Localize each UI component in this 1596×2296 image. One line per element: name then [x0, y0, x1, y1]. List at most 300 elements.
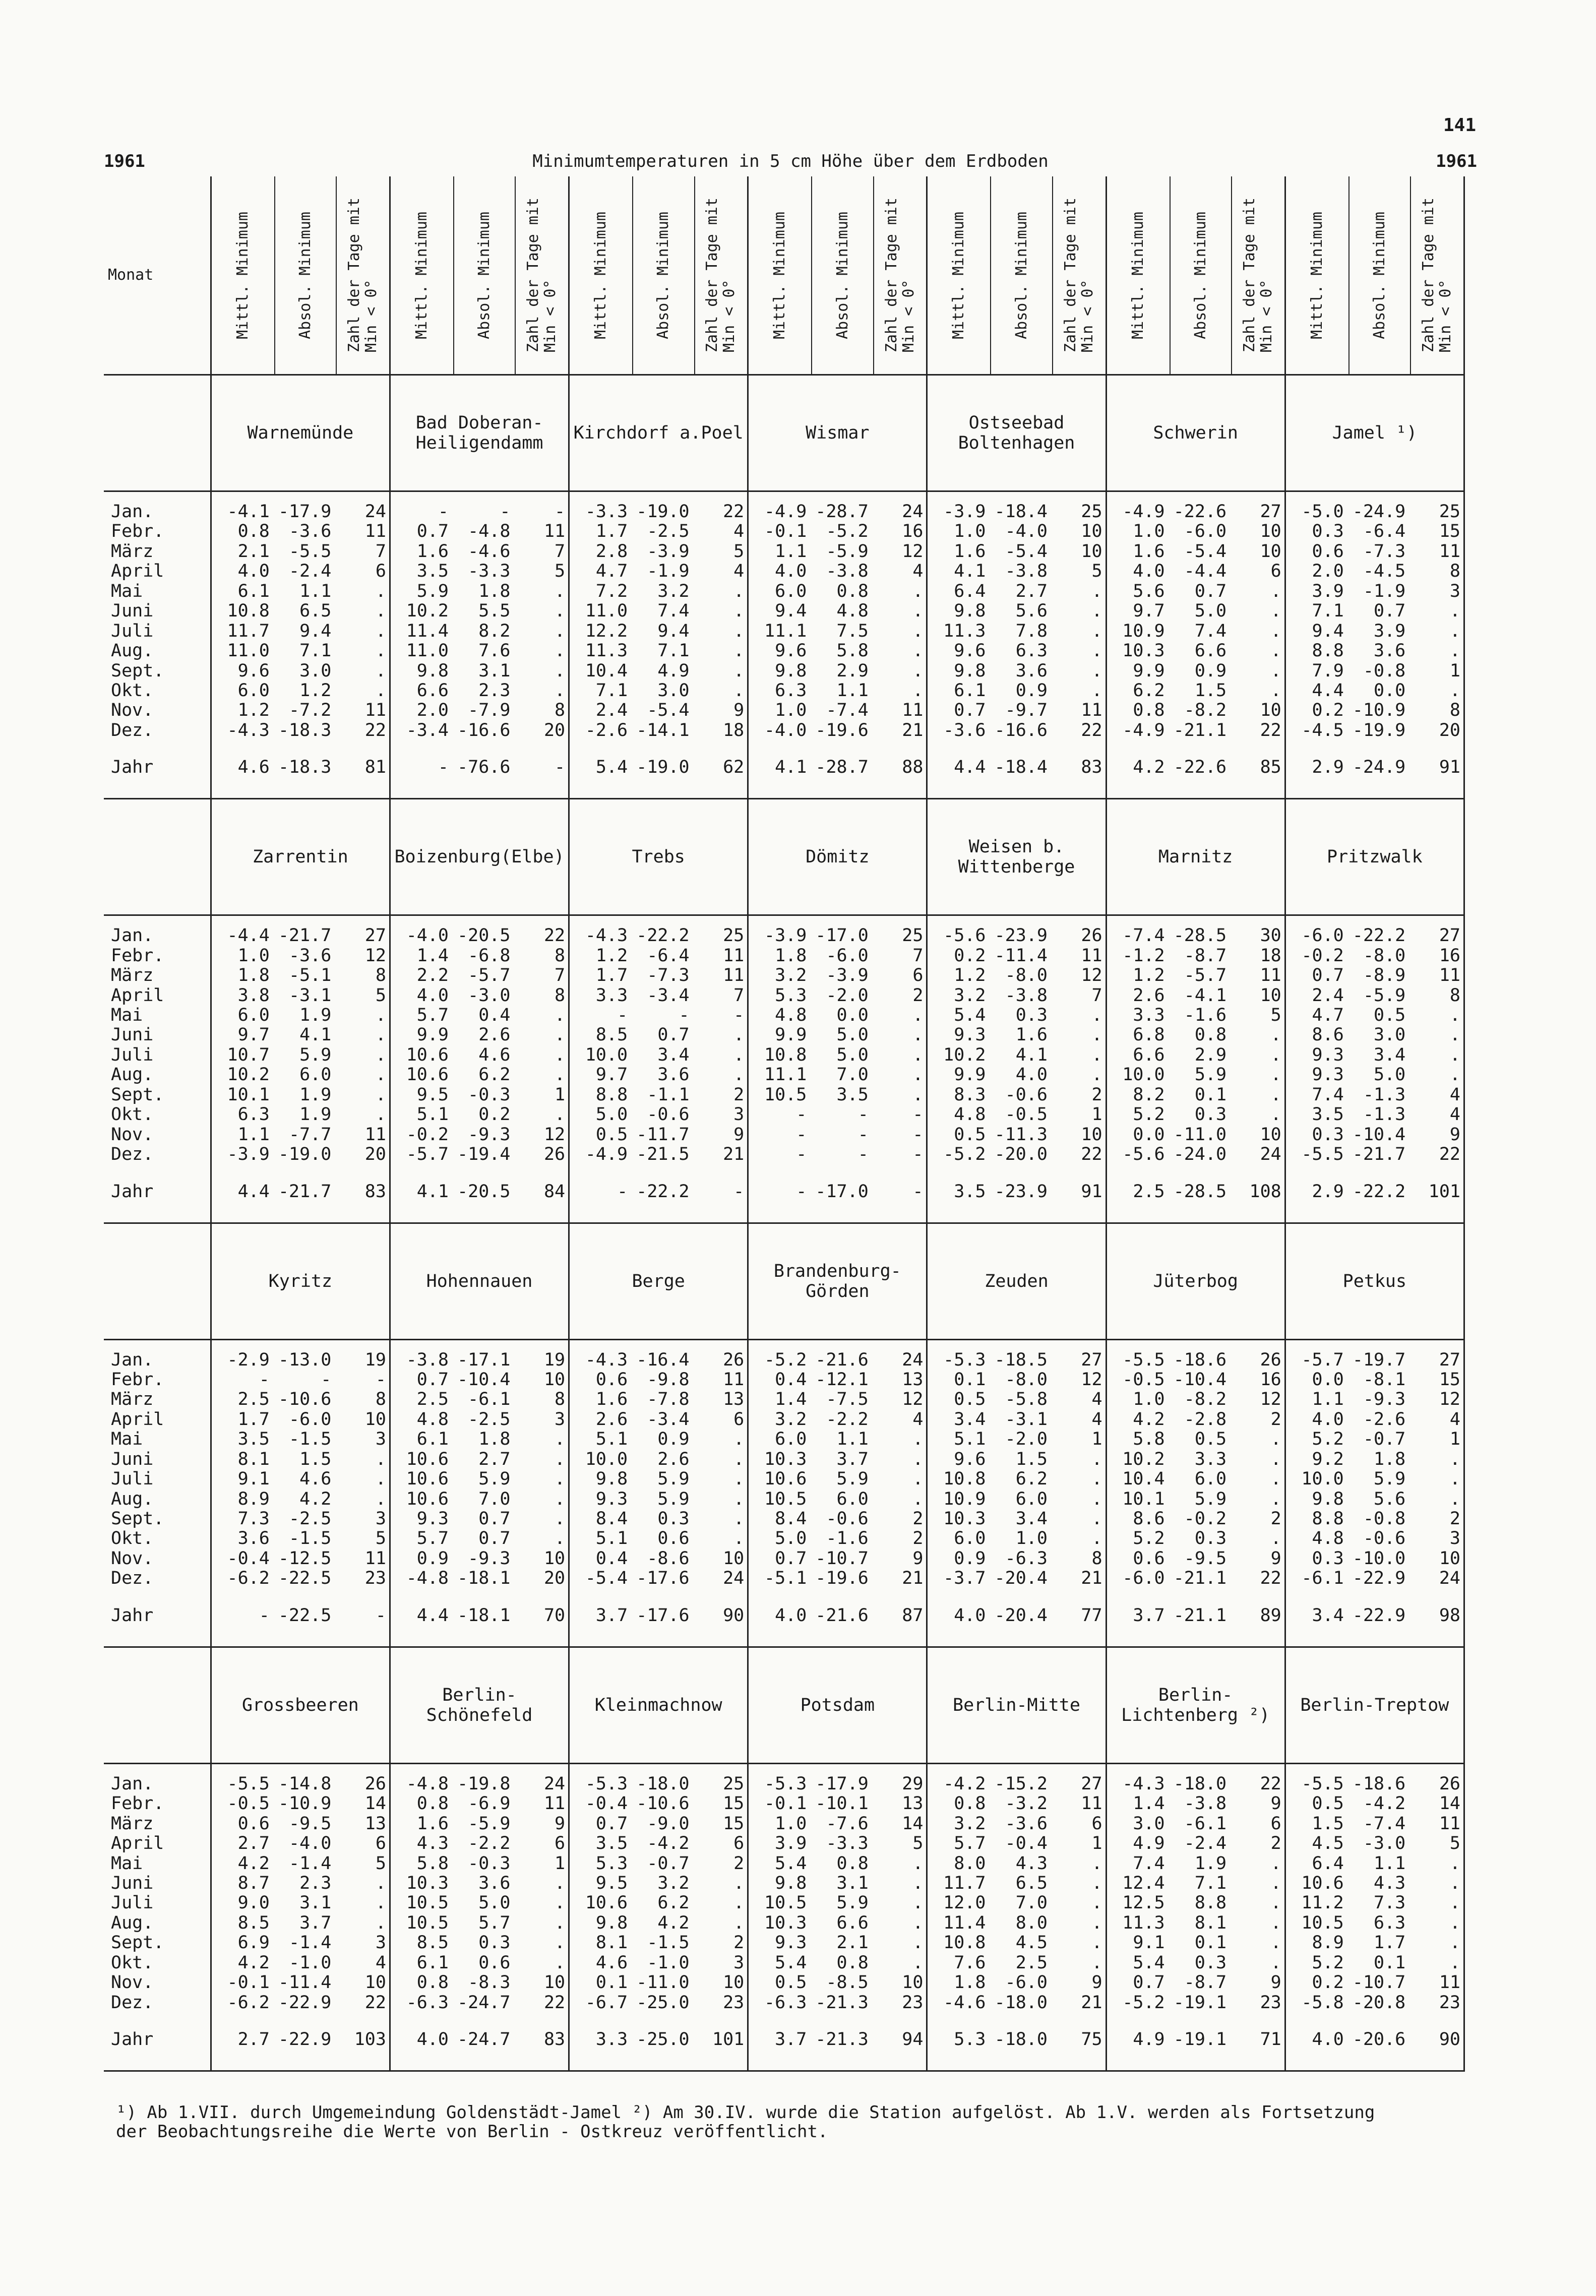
cell-a: 1.0	[1133, 1390, 1165, 1410]
column-header-label: Absol. Minimum	[1012, 211, 1030, 339]
year-cell-c: 70	[515, 1606, 569, 1647]
cell-a: 9.9	[954, 1065, 986, 1085]
year-cell-a: 4.2	[1106, 758, 1170, 799]
spacer	[1106, 491, 1170, 503]
cell-c: .	[336, 1065, 390, 1085]
cell-c: .	[515, 1893, 569, 1913]
cell-c: .	[1053, 1065, 1106, 1085]
spacer	[390, 1165, 454, 1182]
cell-b: -20.4	[994, 1569, 1048, 1589]
cell-c: 6	[1053, 1814, 1106, 1834]
cell-b: -4.1	[1184, 985, 1227, 1006]
cell-b: 5.0	[1194, 601, 1227, 622]
cell-a: -6.1	[1301, 1569, 1344, 1589]
cell-c: .	[515, 1025, 569, 1045]
cell-b: 7.4	[1194, 621, 1227, 641]
cell-c: 6	[1232, 1814, 1285, 1834]
cell-b: 0.2	[478, 1105, 511, 1125]
spacer	[991, 491, 1052, 503]
cell-c: 12	[336, 946, 390, 966]
cell-b: 2.6	[478, 1025, 511, 1045]
spacer	[1170, 1165, 1232, 1182]
spacer	[1232, 1589, 1285, 1606]
year-cell-c: 88	[874, 758, 927, 799]
cell-b: 1.8	[478, 581, 511, 601]
cell-a: 9.5	[595, 1873, 628, 1893]
spacer	[991, 740, 1052, 758]
cell-c: .	[1053, 1045, 1106, 1065]
cell-c: .	[695, 1045, 748, 1065]
cell-a: 7.6	[954, 1953, 986, 1973]
cell-c: 14	[1410, 1794, 1464, 1814]
spacer	[1349, 1339, 1410, 1350]
cell-a: -0.1	[227, 1973, 270, 1993]
cell-b: -4.2	[1363, 1794, 1406, 1814]
cell-b: -8.5	[826, 1973, 869, 1993]
year-cell-a: 3.7	[1106, 1606, 1170, 1647]
cell-a: 0.3	[1312, 522, 1344, 542]
cell-b: -7.2	[289, 701, 332, 721]
spacer	[104, 2013, 211, 2030]
cell-a: -5.5	[1301, 1145, 1344, 1165]
cell-c: 5	[695, 542, 748, 562]
cell-a: -0.4	[227, 1548, 270, 1569]
cell-c: .	[695, 661, 748, 681]
year-cell-c: -	[336, 1606, 390, 1647]
cell-b: 7.0	[836, 1065, 869, 1085]
spacer	[211, 1165, 275, 1182]
cell-a: -6.2	[227, 1569, 270, 1589]
spacer	[1170, 1763, 1232, 1774]
cell-a: -7.4	[1122, 926, 1165, 946]
spacer	[812, 1589, 873, 1606]
cell-b: -1.3	[1363, 1085, 1406, 1105]
cell-b: 5.7	[478, 1913, 511, 1933]
cell-b: -4.4	[1184, 562, 1227, 582]
cell-b: -7.3	[1363, 541, 1406, 562]
year-cell-b: -17.0	[812, 1182, 873, 1223]
cell-a: 3.2	[954, 1814, 986, 1834]
year-cell-c: 103	[336, 2030, 390, 2071]
station-name: Berlin-Mitte	[927, 1647, 1106, 1763]
cell-b: -3.1	[1005, 1409, 1048, 1430]
cell-a: 11.3	[943, 621, 986, 641]
cell-b: 0.8	[1194, 1025, 1227, 1045]
cell-a: 0.7	[1312, 966, 1344, 986]
cell-c: 27	[1053, 1774, 1106, 1794]
footnote-2: der Beobachtungsreihe die Werte von Berlin - Ostkreuz veröffentlicht.	[116, 2122, 828, 2142]
spacer	[275, 1339, 336, 1350]
spacer	[336, 1339, 390, 1350]
cell-c: .	[1410, 681, 1464, 701]
cell-c: .	[695, 1490, 748, 1509]
cell-c: -	[874, 1145, 927, 1164]
cell-b: 3.4	[1015, 1509, 1048, 1529]
cell-a: 9.9	[775, 1025, 807, 1045]
cell-b: -19.1	[1173, 1993, 1227, 2013]
year-cell-b: -76.6	[454, 758, 515, 799]
cell-a: 9.4	[775, 601, 807, 622]
cell-b: 0.5	[1374, 1006, 1406, 1025]
cell-a: 8.5	[237, 1913, 270, 1933]
cell-a: 9.6	[954, 641, 986, 661]
cell-c: 15	[695, 1794, 748, 1814]
year-cell-a: 2.5	[1106, 1182, 1170, 1223]
cell-a: 9.3	[954, 1025, 986, 1045]
spacer	[874, 915, 927, 926]
cell-a: -0.5	[227, 1794, 270, 1814]
cell-a: 10.6	[1301, 1873, 1344, 1893]
cell-c: .	[874, 1065, 927, 1085]
cell-c: .	[515, 1430, 569, 1449]
cell-c: 27	[1053, 1350, 1106, 1370]
cell-c: 3	[336, 1933, 390, 1953]
cell-a: -4.0	[764, 720, 807, 740]
cell-a: 8.1	[595, 1933, 628, 1953]
cell-b: 2.3	[299, 1873, 332, 1893]
cell-c: 8	[336, 966, 390, 985]
spacer	[569, 740, 633, 758]
cell-b: 5.0	[836, 1025, 869, 1045]
spacer	[748, 491, 812, 503]
column-header-b	[812, 176, 873, 375]
cell-b: 1.9	[299, 1105, 332, 1125]
spacer	[748, 915, 812, 926]
cell-a: 1.0	[237, 946, 270, 966]
cell-a: 10.8	[943, 1469, 986, 1490]
station-name: Warnemünde	[211, 375, 390, 491]
cell-a: -5.6	[943, 926, 986, 946]
cell-b: -18.0	[636, 1774, 690, 1794]
spacer	[633, 740, 694, 758]
cell-c: .	[1053, 1893, 1106, 1913]
spacer	[1410, 1165, 1464, 1182]
spacer	[1170, 2013, 1232, 2030]
cell-b: -18.6	[1352, 1774, 1406, 1794]
cell-a: 0.7	[775, 1548, 807, 1569]
month-label: Sept.	[104, 1933, 211, 1953]
cell-c: 3	[1410, 1529, 1464, 1548]
cell-a: 5.8	[416, 1853, 449, 1874]
month-column-header: Monat	[104, 176, 211, 375]
cell-b: -19.0	[636, 502, 690, 522]
cell-c: .	[695, 601, 748, 621]
cell-c: 4	[1410, 1085, 1464, 1105]
cell-a: 9.7	[1133, 601, 1165, 622]
cell-a: -4.3	[227, 720, 270, 740]
cell-a: -1.2	[1122, 946, 1165, 966]
cell-b: 3.4	[1374, 1045, 1406, 1065]
cell-c: .	[874, 1085, 927, 1105]
cell-a: -3.9	[227, 1145, 270, 1165]
cell-b: -1.1	[647, 1085, 690, 1105]
cell-a: -5.0	[1301, 502, 1344, 522]
cell-c: .	[1053, 1913, 1106, 1933]
station-name: Berlin-Treptow	[1285, 1647, 1464, 1763]
cell-b: -15.2	[994, 1774, 1048, 1794]
spacer	[1285, 1165, 1349, 1182]
spacer	[104, 491, 211, 503]
cell-a: 10.7	[227, 1045, 270, 1065]
cell-c: .	[515, 1006, 569, 1025]
cell-a: 5.2	[1133, 1529, 1165, 1549]
cell-b: -2.5	[468, 1409, 511, 1430]
cell-c: 20	[515, 1569, 569, 1588]
cell-c: .	[695, 681, 748, 701]
cell-a: 0.8	[954, 1794, 986, 1814]
cell-a: 10.6	[406, 1489, 449, 1509]
cell-b: -0.3	[468, 1853, 511, 1874]
cell-a: 11.0	[585, 601, 628, 622]
cell-b: -6.4	[647, 946, 690, 966]
cell-b: -7.8	[647, 1390, 690, 1410]
spacer	[1410, 1589, 1464, 1606]
cell-a: 8.8	[595, 1085, 628, 1105]
cell-a: -5.2	[1122, 1993, 1165, 2013]
spacer	[454, 1339, 515, 1350]
cell-c: 25	[1410, 502, 1464, 522]
spacer	[1285, 740, 1349, 758]
cell-b: -24.7	[457, 1993, 511, 2013]
cell-a: 8.9	[237, 1489, 270, 1509]
cell-a: 10.3	[1122, 641, 1165, 661]
header-year-right: 1961	[1436, 151, 1477, 171]
cell-b: 6.0	[1015, 1489, 1048, 1509]
cell-b: -20.0	[994, 1145, 1048, 1165]
cell-c: -	[695, 1006, 748, 1025]
spacer	[336, 1763, 390, 1774]
cell-a: 5.3	[775, 985, 807, 1006]
cell-c: 16	[1232, 1370, 1285, 1390]
cell-b: 1.1	[1374, 1853, 1406, 1874]
cell-b: -5.1	[289, 966, 332, 986]
cell-c: .	[1053, 681, 1106, 701]
cell-a: 0.8	[416, 1973, 449, 1993]
cell-b: -9.8	[647, 1370, 690, 1390]
cell-a: 4.0	[416, 985, 449, 1006]
spacer	[1349, 1165, 1410, 1182]
year-cell-c: 62	[695, 758, 748, 799]
cell-c: .	[1410, 1933, 1464, 1953]
cell-a: -	[796, 1125, 807, 1145]
cell-c: .	[336, 582, 390, 601]
cell-c: 1	[1410, 661, 1464, 681]
station-name: Boizenburg(Elbe)	[390, 799, 569, 915]
cell-b: -10.4	[1352, 1125, 1406, 1145]
cell-b: 1.1	[836, 1430, 869, 1450]
spacer	[275, 1165, 336, 1182]
cell-b: -6.8	[468, 946, 511, 966]
column-header-a	[927, 176, 991, 375]
spacer	[812, 740, 873, 758]
month-label: Nov.	[104, 1549, 211, 1569]
cell-b: 0.6	[478, 1953, 511, 1973]
cell-a: -4.0	[406, 926, 449, 946]
cell-a: 8.0	[954, 1853, 986, 1874]
spacer	[275, 1589, 336, 1606]
cell-c: 7	[515, 966, 569, 985]
cell-a: -4.9	[585, 1145, 628, 1165]
year-cell-c: 71	[1232, 2030, 1285, 2071]
cell-c: 10	[1232, 986, 1285, 1006]
station-name: Jamel ¹)	[1285, 375, 1464, 491]
cell-b: -24.0	[1173, 1145, 1227, 1165]
cell-c: 10	[1053, 542, 1106, 562]
cell-a: 6.9	[237, 1933, 270, 1953]
cell-a: 1.5	[1312, 1814, 1344, 1834]
cell-b: 0.1	[1374, 1953, 1406, 1973]
cell-c: 4	[874, 1410, 927, 1430]
month-label: Dez.	[104, 1569, 211, 1588]
cell-a: 1.7	[237, 1409, 270, 1430]
cell-b: -	[500, 502, 511, 522]
cell-c: .	[515, 1933, 569, 1953]
cell-b: 3.1	[478, 661, 511, 681]
spacer	[927, 1589, 991, 1606]
cell-c: 24	[1232, 1145, 1285, 1164]
cell-b: -	[857, 1105, 869, 1125]
cell-a: 12.5	[1122, 1893, 1165, 1913]
station-name-spacer	[104, 375, 211, 491]
cell-b: -1.0	[289, 1953, 332, 1973]
cell-a: 4.7	[1312, 1006, 1344, 1025]
column-header-label: Zahl der Tage mit Min < 0°	[703, 198, 739, 353]
year-cell-a: 4.1	[390, 1182, 454, 1223]
cell-b: 0.1	[1194, 1085, 1227, 1105]
cell-a: 5.4	[775, 1953, 807, 1973]
cell-c: .	[874, 582, 927, 601]
cell-a: 4.7	[595, 562, 628, 582]
cell-c: .	[336, 1469, 390, 1489]
cell-b: -18.6	[1173, 1350, 1227, 1370]
cell-c: 9	[695, 701, 748, 720]
station-name-spacer	[104, 1647, 211, 1763]
year-cell-b: -23.9	[991, 1182, 1052, 1223]
spacer	[1170, 491, 1232, 503]
cell-a: 9.5	[416, 1085, 449, 1105]
cell-b: -3.6	[289, 522, 332, 542]
cell-c: .	[874, 641, 927, 661]
year-cell-b: -19.1	[1170, 2030, 1232, 2071]
month-label: Aug.	[104, 1913, 211, 1933]
station-name: Berge	[569, 1223, 748, 1339]
year-cell-a: 4.4	[211, 1182, 275, 1223]
year-cell-b: -21.3	[812, 2030, 873, 2071]
cell-c: .	[1232, 1854, 1285, 1874]
cell-b: -5.9	[1363, 985, 1406, 1006]
cell-b: -10.1	[815, 1794, 869, 1814]
cell-b: -4.5	[1363, 562, 1406, 582]
spacer	[1106, 740, 1170, 758]
cell-c: 11	[1410, 1973, 1464, 1993]
cell-b: -7.4	[1363, 1814, 1406, 1834]
cell-c: 3	[515, 1410, 569, 1430]
cell-c: 27	[1410, 1350, 1464, 1370]
cell-b: 0.3	[1194, 1529, 1227, 1549]
cell-c: .	[695, 1893, 748, 1913]
station-name: Bad Doberan- Heiligendamm	[390, 375, 569, 491]
spacer	[1053, 1165, 1106, 1182]
year-cell-c: 90	[695, 1606, 748, 1647]
cell-c: 15	[1410, 522, 1464, 541]
cell-a: 1.2	[954, 966, 986, 986]
month-label: Aug.	[104, 1065, 211, 1085]
cell-c: 21	[874, 1569, 927, 1588]
year-cell-c: 81	[336, 758, 390, 799]
cell-b: 6.0	[836, 1489, 869, 1509]
cell-c: .	[695, 1469, 748, 1489]
spacer	[515, 740, 569, 758]
cell-c: 5	[874, 1834, 927, 1853]
year-cell-b: -25.0	[633, 2030, 694, 2071]
year-cell-a: 4.1	[748, 758, 812, 799]
cell-a: -6.2	[227, 1993, 270, 2013]
cell-b: -22.6	[1173, 502, 1227, 522]
cell-a: 6.2	[1133, 680, 1165, 701]
cell-a: 9.7	[595, 1065, 628, 1085]
year-cell-a: 4.4	[390, 1606, 454, 1647]
cell-c: .	[1232, 1529, 1285, 1548]
year-cell-b: -21.6	[812, 1606, 873, 1647]
station-name: Kyritz	[211, 1223, 390, 1339]
spacer	[812, 2013, 873, 2030]
cell-c: .	[1232, 1105, 1285, 1125]
cell-b: -8.9	[1363, 966, 1406, 986]
cell-c: 8	[1053, 1549, 1106, 1569]
cell-c: 8	[1410, 562, 1464, 581]
cell-a: -0.1	[764, 522, 807, 542]
cell-c: 12	[515, 1125, 569, 1145]
cell-c: 24	[874, 1350, 927, 1370]
cell-a: 0.2	[954, 946, 986, 966]
cell-a: 3.5	[237, 1430, 270, 1450]
cell-b: -3.8	[826, 562, 869, 582]
station-name: Kirchdorf a.Poel	[569, 375, 748, 491]
column-header-c	[336, 176, 390, 375]
cell-c: 3	[1410, 582, 1464, 601]
spacer	[874, 1339, 927, 1350]
cell-b: -9.0	[647, 1814, 690, 1834]
cell-c: .	[336, 641, 390, 661]
cell-c: 11	[1410, 1814, 1464, 1834]
cell-a: 9.9	[416, 1025, 449, 1045]
month-label: Jan.	[104, 1350, 211, 1370]
cell-a: 5.4	[954, 1006, 986, 1025]
cell-a: 9.8	[775, 661, 807, 681]
cell-a: 11.7	[943, 1873, 986, 1893]
cell-c: 1	[1410, 1430, 1464, 1449]
station-name: Zarrentin	[211, 799, 390, 915]
cell-b: -	[679, 1006, 690, 1025]
spacer	[633, 2013, 694, 2030]
spacer	[695, 1339, 748, 1350]
cell-a: 0.7	[1133, 1973, 1165, 1993]
cell-b: 0.7	[657, 1025, 690, 1045]
spacer	[1232, 1763, 1285, 1774]
spacer	[927, 1339, 991, 1350]
cell-c: 5	[336, 986, 390, 1006]
cell-c: 9	[515, 1814, 569, 1834]
cell-a: 0.6	[595, 1370, 628, 1390]
cell-c: .	[1232, 622, 1285, 641]
cell-b: 2.6	[657, 1449, 690, 1469]
cell-c: .	[1053, 1529, 1106, 1548]
cell-c: 2	[874, 1509, 927, 1529]
cell-c: .	[1410, 1045, 1464, 1065]
cell-b: 1.9	[1194, 1853, 1227, 1874]
cell-b: 3.0	[299, 661, 332, 681]
cell-a: 5.7	[416, 1529, 449, 1549]
